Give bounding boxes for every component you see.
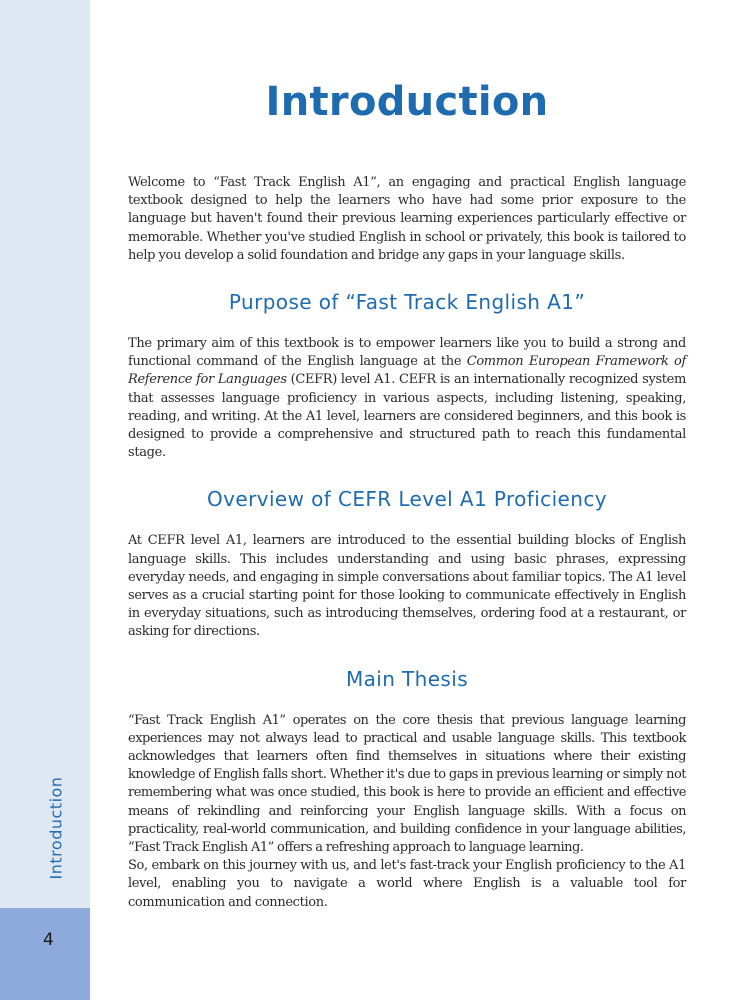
thesis-heading: Main Thesis — [345, 666, 469, 691]
purpose-text-before: The primary aim of this textbook is to empower learners like you to build a strong and functional command of the English language at the — [128, 336, 686, 370]
page-title: Introduction — [265, 79, 549, 125]
intro-paragraph: Welcome to “Fast Track English A1”, an engaging and practical English language textbook designed to help the learners who have had some prior exposure to the language but haven't found their previous learning experiences particularly effective or memorable. Whether you've studied English in school or privately, this book is tailored to help you develop a solid foundation and bridge any gaps in your language skills. — [128, 175, 686, 263]
page-number: 4 — [43, 930, 54, 950]
page-number-tab — [0, 908, 90, 1000]
page-content — [128, 78, 686, 912]
overview-heading: Overview of CEFR Level A1 Proficiency — [207, 487, 607, 512]
overview-paragraph: At CEFR level A1, learners are introduced to the essential building blocks of English language skills. This includes understanding and using basic phrases, expressing everyday needs, and engaging in simple conversations about familiar topics. The A1 level serves as a crucial starting point for those looking to communicate effectively in English in everyday situations, such as introducing themselves, ordering food at a restaurant, or asking for directions. — [128, 533, 686, 640]
purpose-text-after: (CEFR) level A1. CEFR is an internationally recognized system that assesses language proficiency in various aspects, including listening, speaking, reading, and writing. At the A1 level, learners are considered beginners, and this book is designed to provide a comprehensive and structured path to reach this fundamental stage. — [128, 372, 686, 461]
cefr-full-name: Common European Framework of Reference for Languages — [128, 354, 686, 388]
purpose-heading: Purpose of “Fast Track English A1” — [228, 290, 586, 315]
purpose-paragraph — [128, 335, 686, 462]
thesis-paragraph-1: “Fast Track English A1” operates on the core thesis that previous language learning experiences may not always lead to practical and usable language skills. This textbook acknowledges that learners often find themselves in situations where their existing knowledge of English falls short. Whether it's due to gaps in previous learning or simply not remembering what was once studied, this book is here to provide an efficient and effective means of rekindling and reinforcing your English language skills. With a focus on practicality, real-world communication, and building confidence in your language abilities, “Fast Track English A1” offers a refreshing approach to language learning. — [128, 712, 686, 856]
side-band — [0, 0, 90, 908]
thesis-paragraph-2: So, embark on this journey with us, and let's fast-track your English proficiency to the A1 level, enabling you to navigate a world where English is a valuable tool for communication and connection. — [128, 858, 686, 910]
chapter-side-label: Introduction — [46, 776, 66, 880]
